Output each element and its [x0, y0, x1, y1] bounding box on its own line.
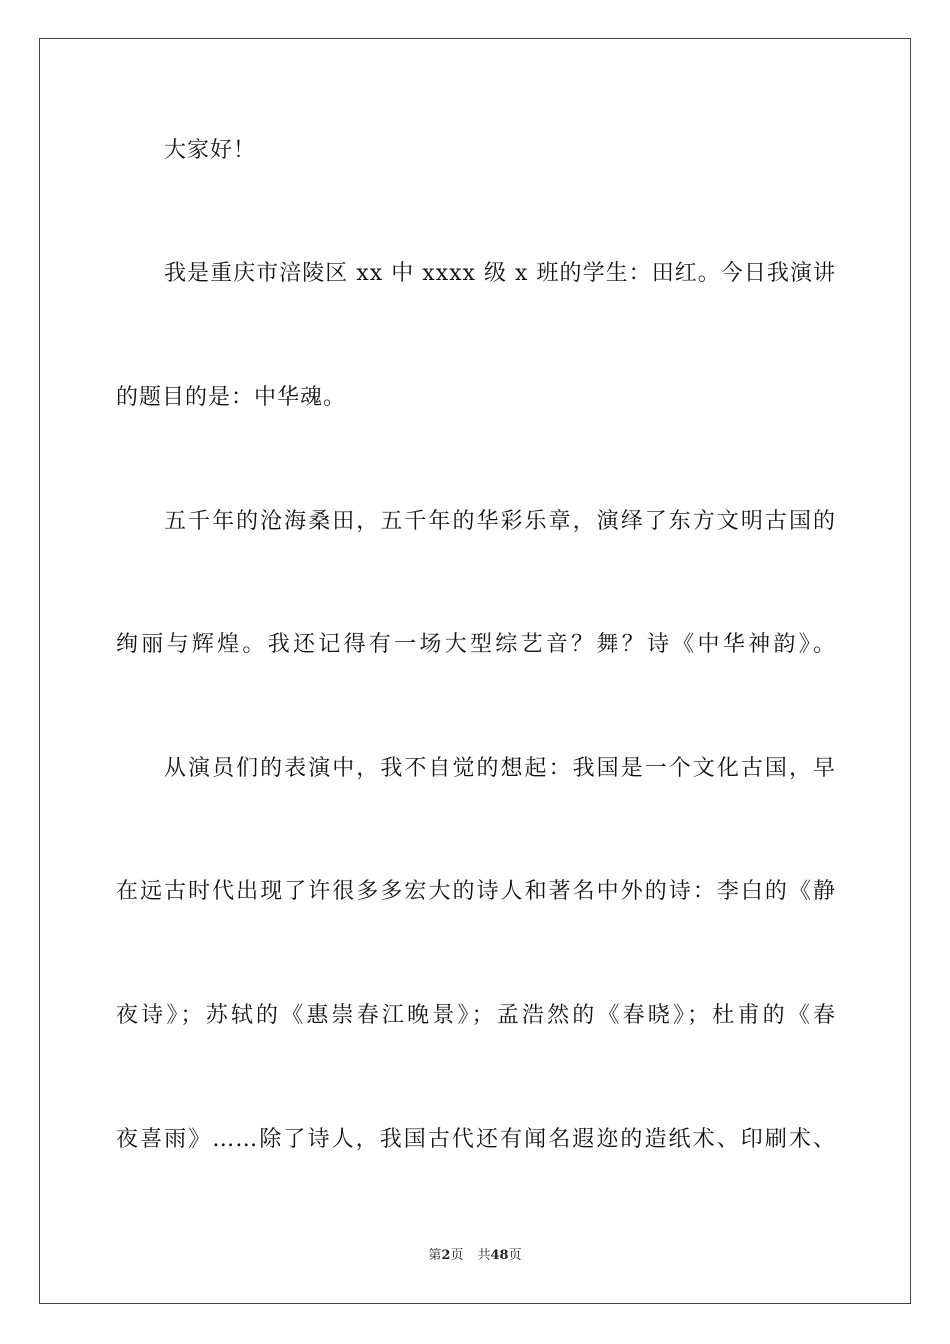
- paragraph-line: 在远古时代出现了许很多多宏大的诗人和著名中外的诗：李白的《静: [116, 879, 836, 904]
- paragraph-line: 的题目的是：中华魂。: [116, 385, 347, 410]
- page-border: [39, 38, 911, 1304]
- page-suffix: 页: [450, 1248, 464, 1263]
- paragraph-line: 我是重庆市涪陵区 xx 中 xxxx 级 x 班的学生：田红。今日我演讲: [164, 261, 836, 286]
- paragraph-line: 绚丽与辉煌。我还记得有一场大型综艺音？舞？诗《中华神韵》。: [116, 632, 836, 657]
- paragraph-line: 夜诗》；苏轼的《惠崇春江晚景》；孟浩然的《春晓》；杜甫的《春: [116, 1003, 836, 1028]
- paragraph-line: 大家好！: [164, 138, 257, 163]
- paragraph-line: 从演员们的表演中，我不自觉的想起：我国是一个文化古国，早: [164, 756, 836, 781]
- page-number: 2: [441, 1248, 451, 1263]
- page-prefix: 第: [428, 1248, 442, 1263]
- paragraph-line: 五千年的沧海桑田，五千年的华彩乐章，演绎了东方文明古国的: [164, 509, 836, 534]
- page-footer: [0, 1247, 950, 1265]
- total-suffix: 页: [508, 1248, 522, 1263]
- paragraph-line: 夜喜雨》……除了诗人，我国古代还有闻名遐迩的造纸术、印刷术、: [116, 1127, 836, 1152]
- total-pages: 48: [490, 1248, 509, 1263]
- total-prefix: 共: [477, 1248, 491, 1263]
